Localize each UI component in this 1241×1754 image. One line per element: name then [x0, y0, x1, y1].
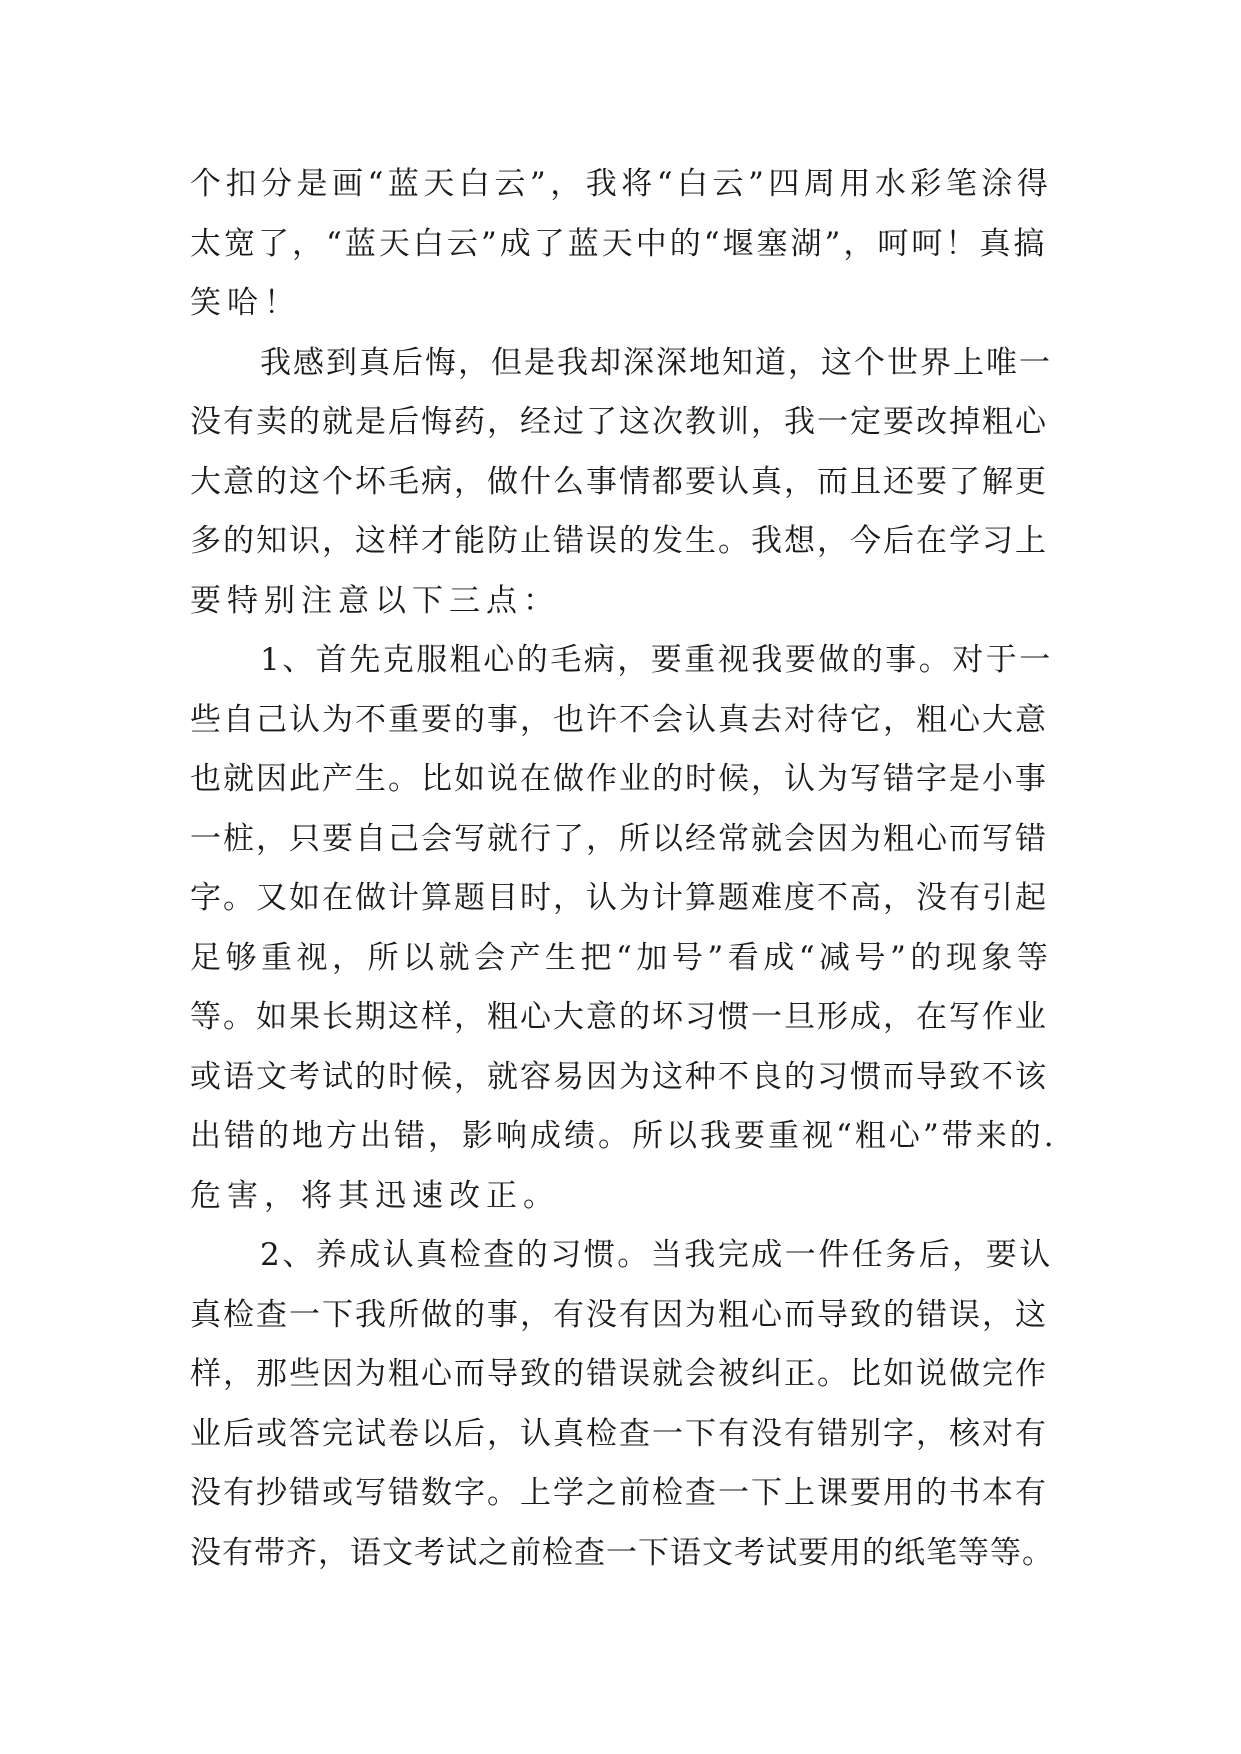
paragraph-4 [190, 1226, 1060, 1583]
text-line: 业后或答完试卷以后，认真检查一下有没有错别字，核对有 [190, 1415, 1048, 1452]
paragraph-1 [190, 155, 1060, 334]
text-line: 危害，将其迅速改正。 [190, 1177, 560, 1214]
text-line: 没有带齐，语文考试之前检查一下语文考试要用的纸笔等等。 [190, 1534, 1054, 1571]
text-line-first: 2、养成认真检查的习惯。当我完成一件任务后，要认 [260, 1237, 1053, 1273]
text-line: 没有抄错或写错数字。上学之前检查一下上课要用的书本有 [190, 1475, 1048, 1511]
paragraph-3 [190, 631, 1060, 1226]
text-line-first: 1、首先克服粗心的毛病，要重视我要做的事。对于一 [260, 642, 1053, 678]
text-line: 太宽了，“蓝天白云”成了蓝天中的“堰塞湖”，呵呵！真搞 [190, 225, 1048, 262]
text-line: 多的知识，这样才能防止错误的发生。我想，今后在学习上 [190, 523, 1048, 559]
paragraph-2 [190, 334, 1060, 632]
text-line: 出错的地方出错，影响成绩。所以我要重视“粗心”带来的. [190, 1118, 1057, 1154]
text-line: 笑哈！ [190, 285, 301, 321]
text-line-first: 我感到真后悔，但是我却深深地知道，这个世界上唯一 [260, 344, 1052, 381]
text-line: 要特别注意以下三点： [190, 582, 560, 619]
text-line: 样，那些因为粗心而导致的错误就会被纠正。比如说做完作 [190, 1356, 1048, 1392]
text-line: 个扣分是画“蓝天白云”，我将“白云”四周用水彩笔涂得 [190, 166, 1053, 202]
text-line: 真检查一下我所做的事，有没有因为粗心而导致的错误，这 [190, 1296, 1048, 1333]
text-line: 足够重视，所以就会产生把“加号”看成“减号”的现象等 [190, 939, 1053, 976]
text-line: 或语文考试的时候，就容易因为这种不良的习惯而导致不该 [190, 1058, 1048, 1095]
document-body [190, 155, 1060, 1583]
text-line: 一桩，只要自己会写就行了，所以经常就会因为粗心而写错 [190, 820, 1048, 857]
text-line: 也就因此产生。比如说在做作业的时候，认为写错字是小事 [190, 761, 1048, 797]
text-line: 等。如果长期这样，粗心大意的坏习惯一旦形成，在写作业 [190, 999, 1048, 1035]
text-line: 字。又如在做计算题目时，认为计算题难度不高，没有引起 [190, 880, 1048, 916]
text-line: 些自己认为不重要的事，也许不会认真去对待它，粗心大意 [190, 701, 1048, 738]
text-line: 没有卖的就是后悔药，经过了这次教训，我一定要改掉粗心 [190, 404, 1048, 440]
text-line: 大意的这个坏毛病，做什么事情都要认真，而且还要了解更 [190, 463, 1048, 500]
